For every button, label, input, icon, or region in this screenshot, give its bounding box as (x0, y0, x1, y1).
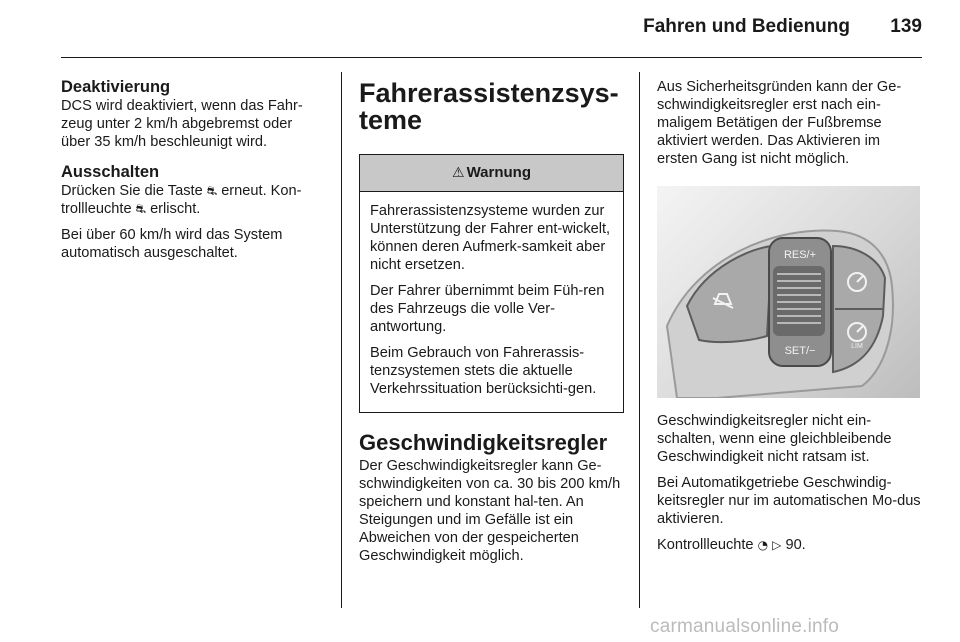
warning-label: Warnung (466, 164, 531, 181)
ausschalten-text-a: Drücken Sie die Taste (61, 183, 203, 199)
column-middle (359, 80, 624, 573)
lim-label: LIM (851, 343, 863, 350)
safety-text: Aus Sicherheitsgründen kann der Ge-schwindigkeitsregler erst nach ein-maligem Betätigen der Fußbremse aktiviert werden. Das Aktivieren im ersten Gang ist nicht möglich. (657, 79, 902, 167)
res-label: RES/+ (783, 249, 817, 261)
warning-paragraph: Der Fahrer übernimmt beim Füh-ren des Fahrzeugs die volle Ver-antwortung. (370, 283, 605, 335)
warning-paragraph: Fahrerassistenzsysteme wurden zur Unterstützung der Fahrer ent-wickelt, können deren Aufmerk-samkeit aber nicht ersetzen. (370, 203, 611, 273)
ausschalten-text-c: erlischt. (150, 201, 201, 217)
warning-text: Geschwindigkeitsregler nicht ein-schalten, wenn eine gleichbleibende Geschwindigkeit nicht ratsam ist. (657, 413, 892, 465)
kontrollleuchte-ref (657, 536, 922, 554)
warning-triangle-icon: ⚠ (452, 165, 465, 181)
watermark: carmanualsonline.info (650, 616, 840, 637)
automatic-text: Bei Automatikgetriebe Geschwindig-keitsregler nur im automatischen Mo-dus aktivieren. (657, 475, 921, 527)
geschwindigkeitsregler-text: Der Geschwindigkeitsregler kann Ge-schwindigkeiten von ca. 30 bis 200 km/h speichern und konstant hal-ten. An Steigungen und im Gefälle ist ein Abweichen von der gespeicherten Geschwindigkeit möglich. (359, 458, 621, 564)
warning-body (360, 192, 623, 412)
section-title: Fahrerassistenzsys-teme (359, 78, 619, 135)
column-divider-left (341, 72, 342, 608)
distance-control-icon: ⛐ (206, 184, 218, 198)
column-divider-right (639, 72, 640, 608)
set-label: SET/− (784, 345, 816, 357)
ausschalten-text-b: erneut. Kon-trollleuchte (61, 183, 302, 217)
arrow-reference-icon: ▷ (772, 538, 782, 552)
system-text: Bei über 60 km/h wird das System automatisch ausgeschaltet. (61, 227, 283, 261)
page-header-title: Fahren und Bedienung (643, 16, 850, 37)
deaktivierung-heading: Deaktivierung (61, 78, 171, 96)
kontroll-label: Kontrollleuchte (657, 537, 754, 553)
ausschalten-heading: Ausschalten (61, 163, 160, 181)
column-left (61, 78, 325, 270)
distance-control-icon: ⛐ (135, 202, 146, 216)
warning-box (359, 154, 624, 413)
kontroll-ref: 90. (785, 537, 806, 553)
steering-wheel-controls-photo (657, 186, 920, 398)
warning-paragraph: Beim Gebrauch von Fahrerassis-tenzsystemen stets die aktuelle Verkehrssituation berücksichti-gen. (370, 345, 597, 397)
page-number: 139 (890, 16, 922, 37)
geschwindigkeitsregler-heading: Geschwindigkeitsregler (359, 430, 608, 455)
ausschalten-text (61, 182, 325, 218)
warning-header (360, 155, 623, 192)
speedometer-icon: ◔ (757, 538, 769, 552)
column-right (657, 78, 922, 562)
deaktivierung-text: DCS wird deaktiviert, wenn das Fahr-zeug unter 2 km/h abgebremst oder über 35 km/h beschleunigt wird. (61, 98, 303, 150)
header-rule (61, 57, 922, 58)
